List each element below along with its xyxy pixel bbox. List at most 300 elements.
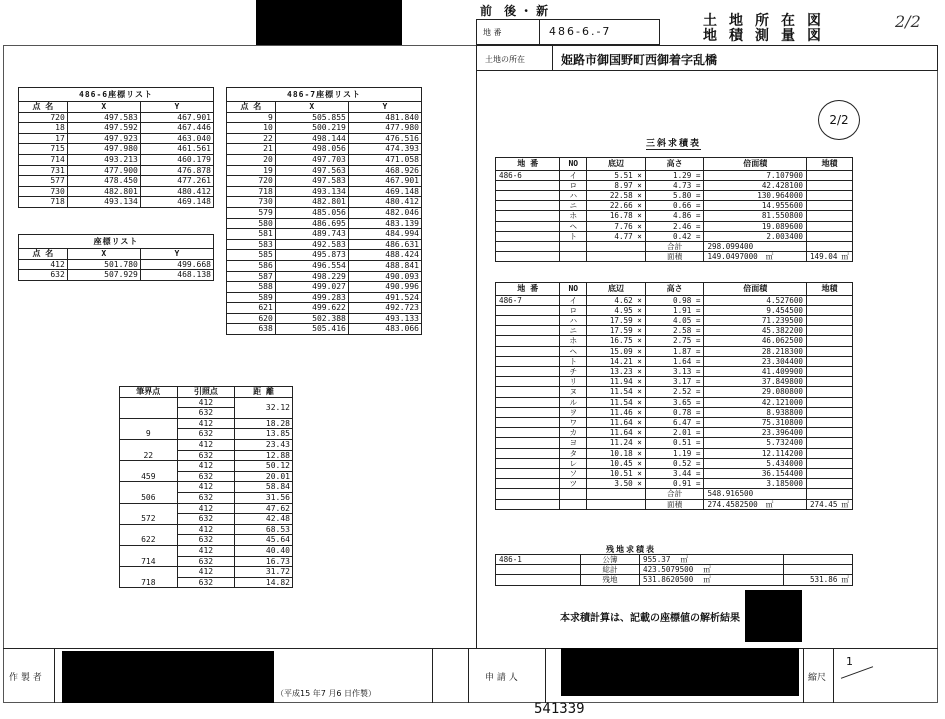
- title-survey-map: 地積測量図: [703, 28, 833, 44]
- height-value: 2.01 =: [645, 428, 704, 438]
- remaining-unit: ㎡: [680, 555, 689, 564]
- height-value: 3.65 =: [645, 397, 704, 407]
- table-row: [19, 165, 214, 176]
- base-value: 17.59 ×: [587, 316, 646, 326]
- point-name: 720: [19, 112, 68, 123]
- height-value: 6.47 =: [645, 418, 704, 428]
- col-height: 高さ: [645, 158, 704, 171]
- table-row: [227, 271, 422, 282]
- footer-divider: [833, 648, 834, 703]
- reference-point: 632: [177, 471, 235, 482]
- lot-label: 地 番: [483, 28, 502, 37]
- double-area-value: 14.955600: [704, 201, 807, 211]
- coord-table-reference: [18, 234, 214, 281]
- land-area-value: [806, 479, 852, 489]
- table-row: [496, 448, 853, 458]
- remaining-final: [784, 575, 853, 585]
- scale-value: 1: [846, 655, 853, 668]
- base-value: 11.46 ×: [587, 407, 646, 417]
- spacer: [560, 242, 587, 252]
- y-value: 484.994: [348, 229, 421, 240]
- handwritten-page: 2/2: [895, 12, 921, 31]
- distance-value: 18.28: [235, 418, 293, 429]
- redacted-block: [561, 648, 799, 696]
- land-area-value: [806, 316, 852, 326]
- land-area-value: [806, 170, 852, 180]
- row-no: ロ: [560, 180, 587, 190]
- reference-point: 412: [177, 482, 235, 493]
- remaining-final: [784, 565, 853, 575]
- table-row: [19, 123, 214, 134]
- table-row: [227, 292, 422, 303]
- table-row: [19, 186, 214, 197]
- reference-point: 412: [177, 418, 235, 429]
- distance-value: 45.64: [235, 535, 293, 546]
- table-row: [496, 565, 853, 575]
- distance-value: 16.73: [235, 556, 293, 567]
- lot-number: [496, 326, 560, 336]
- height-value: 0.98 =: [645, 295, 704, 305]
- base-value: 17.59 ×: [587, 326, 646, 336]
- table-row: [227, 154, 422, 165]
- double-area-value: 29.080800: [704, 387, 807, 397]
- land-area-unit: ㎡: [841, 499, 849, 509]
- col-reference-point: 引照点: [177, 387, 235, 398]
- distance-value: 40.40: [235, 545, 293, 556]
- distance-value: 68.53: [235, 524, 293, 535]
- x-value: 478.450: [67, 176, 140, 187]
- title-location-map: 土地所在図: [703, 13, 833, 29]
- lot-number: [496, 316, 560, 326]
- lot-number: [496, 367, 560, 377]
- total-value: 298.099400: [704, 242, 807, 252]
- table-row: [120, 418, 293, 429]
- base-value: 11.54 ×: [587, 387, 646, 397]
- height-value: 0.52 =: [645, 458, 704, 468]
- distance-value: 58.84: [235, 482, 293, 493]
- table-row: [120, 524, 293, 535]
- point-name: 638: [227, 324, 276, 335]
- boundary-point: [120, 397, 178, 418]
- remaining-value: 423.5079500: [643, 565, 694, 575]
- spacer: [587, 252, 646, 262]
- x-value: 497.583: [275, 176, 348, 187]
- redacted-block: [745, 590, 802, 642]
- row-no: ツ: [560, 479, 587, 489]
- y-value: 492.723: [348, 303, 421, 314]
- land-area-value: [806, 356, 852, 366]
- point-name: 715: [19, 144, 68, 155]
- double-area-value: 130.964000: [704, 191, 807, 201]
- spacer: [806, 242, 852, 252]
- col-point-name: 点 名: [19, 249, 68, 260]
- base-value: 13.23 ×: [587, 367, 646, 377]
- remaining-unit: ㎡: [703, 575, 711, 585]
- location-value: 姫路市御国野町西御着字乱橋: [561, 53, 718, 67]
- boundary-point: 572: [120, 503, 178, 524]
- remaining-final: [784, 555, 853, 565]
- lot-number: [496, 356, 560, 366]
- y-value: 468.926: [348, 165, 421, 176]
- height-value: 3.44 =: [645, 469, 704, 479]
- table-row: [496, 180, 853, 190]
- area-value: 274.4582500: [707, 499, 758, 509]
- col-no: NO: [560, 283, 587, 296]
- lot-number: [496, 242, 560, 252]
- col-x: X: [67, 102, 140, 113]
- base-value: 11.94 ×: [587, 377, 646, 387]
- double-area-value: 12.114200: [704, 448, 807, 458]
- y-value: 481.840: [348, 112, 421, 123]
- double-area-value: 46.062500: [704, 336, 807, 346]
- base-value: 14.21 ×: [587, 356, 646, 366]
- distance-value: 42.48: [235, 514, 293, 525]
- area-row: [496, 252, 853, 262]
- table-row: [227, 303, 422, 314]
- row-no: タ: [560, 448, 587, 458]
- reference-point: 412: [177, 461, 235, 472]
- double-area-value: 37.849800: [704, 377, 807, 387]
- table-caption: 486-6座標リスト: [18, 87, 214, 101]
- y-value: 488.841: [348, 260, 421, 271]
- distance-value: 47.62: [235, 503, 293, 514]
- lot-number: [496, 438, 560, 448]
- x-value: 492.583: [275, 239, 348, 250]
- reference-point: 632: [177, 556, 235, 567]
- maker-label: 作 製 者: [9, 673, 42, 683]
- table-row: [496, 479, 853, 489]
- reference-point: 412: [177, 397, 235, 408]
- y-value: 460.179: [140, 154, 213, 165]
- x-value: 496.554: [275, 260, 348, 271]
- land-area-value: [806, 295, 852, 305]
- row-no: ヘ: [560, 346, 587, 356]
- x-value: 482.801: [275, 197, 348, 208]
- point-name: 586: [227, 260, 276, 271]
- redacted-block: [62, 651, 274, 703]
- y-value: 467.446: [140, 123, 213, 134]
- col-boundary-point: 筆界点: [120, 387, 178, 398]
- lot-number: [496, 377, 560, 387]
- y-value: 477.980: [348, 123, 421, 134]
- total-label: 合計: [645, 242, 704, 252]
- base-value: 22.66 ×: [587, 201, 646, 211]
- x-value: 505.855: [275, 112, 348, 123]
- col-distance: 距 離: [235, 387, 293, 398]
- point-name: 21: [227, 144, 276, 155]
- table-row: [120, 439, 293, 450]
- row-no: ソ: [560, 469, 587, 479]
- creation-date: （平成15 年7 月6 日作製）: [276, 689, 376, 698]
- land-area-value: [806, 211, 852, 221]
- table-row: [496, 407, 853, 417]
- area-unit: ㎡: [765, 499, 774, 509]
- remaining-label: 公簿: [581, 555, 640, 565]
- distance-value: 20.01: [235, 471, 293, 482]
- area-table-486-6: [495, 157, 853, 262]
- x-value: 505.416: [275, 324, 348, 335]
- table-row: [496, 428, 853, 438]
- table-row: [19, 259, 214, 270]
- double-area-value: 28.218300: [704, 346, 807, 356]
- area-value-cell: [704, 499, 807, 509]
- height-value: 0.91 =: [645, 479, 704, 489]
- total-row: [496, 242, 853, 252]
- base-value: 3.50 ×: [587, 479, 646, 489]
- base-value: 8.97 ×: [587, 180, 646, 190]
- row-no: ロ: [560, 305, 587, 315]
- height-value: 1.87 =: [645, 346, 704, 356]
- land-area-final-value: 149.04: [809, 252, 838, 262]
- table-row: [227, 260, 422, 271]
- before-after-label: 前 後・新: [480, 4, 553, 18]
- row-no: ヌ: [560, 387, 587, 397]
- table-row: [496, 211, 853, 221]
- y-value: 476.878: [140, 165, 213, 176]
- x-value: 497.980: [67, 144, 140, 155]
- lot-number: [496, 221, 560, 231]
- base-value: 4.62 ×: [587, 295, 646, 305]
- triangle-area-title: 三斜求積表: [646, 136, 701, 150]
- table-row: [496, 316, 853, 326]
- lot-number: [496, 231, 560, 241]
- table-row: [19, 270, 214, 281]
- land-area-value: [806, 221, 852, 231]
- y-value: 486.631: [348, 239, 421, 250]
- base-value: 15.09 ×: [587, 346, 646, 356]
- row-no: チ: [560, 367, 587, 377]
- base-value: 7.76 ×: [587, 221, 646, 231]
- row-no: ト: [560, 356, 587, 366]
- y-value: 471.058: [348, 154, 421, 165]
- col-point-name: 点 名: [19, 102, 68, 113]
- lot-number: [496, 575, 581, 585]
- base-value: 16.75 ×: [587, 336, 646, 346]
- col-double-area: 倍面積: [704, 158, 807, 171]
- table-row: [496, 397, 853, 407]
- double-area-value: 19.089600: [704, 221, 807, 231]
- table-row: [496, 231, 853, 241]
- x-value: 495.873: [275, 250, 348, 261]
- remaining-value-cell: [640, 565, 784, 575]
- table-row: [496, 191, 853, 201]
- table-row: [496, 438, 853, 448]
- reference-distance-table: [119, 386, 293, 588]
- x-value: 497.583: [67, 112, 140, 123]
- reference-point: 632: [177, 429, 235, 440]
- height-value: 1.29 =: [645, 170, 704, 180]
- row-no: ニ: [560, 201, 587, 211]
- lot-number: [496, 305, 560, 315]
- y-value: 476.516: [348, 133, 421, 144]
- footer-divider: [545, 648, 546, 703]
- base-value: 11.64 ×: [587, 428, 646, 438]
- y-value: 480.412: [140, 186, 213, 197]
- col-base: 底辺: [587, 283, 646, 296]
- land-area-value: [806, 191, 852, 201]
- base-value: 10.45 ×: [587, 458, 646, 468]
- divider: [552, 46, 553, 70]
- table-row: [227, 313, 422, 324]
- x-value: 477.900: [67, 165, 140, 176]
- height-value: 2.46 =: [645, 221, 704, 231]
- double-area-value: 4.527600: [704, 295, 807, 305]
- double-area-value: 71.239500: [704, 316, 807, 326]
- lot-number: 486-6: [496, 170, 560, 180]
- table-row: [227, 133, 422, 144]
- double-area-value: 23.396400: [704, 428, 807, 438]
- col-x: X: [67, 249, 140, 260]
- point-name: 714: [19, 154, 68, 165]
- col-no: NO: [560, 158, 587, 171]
- table-row: [496, 346, 853, 356]
- row-no: ホ: [560, 336, 587, 346]
- lot-box: [476, 19, 660, 45]
- point-name: 730: [19, 186, 68, 197]
- table-row: [496, 377, 853, 387]
- base-value: 4.77 ×: [587, 231, 646, 241]
- double-area-value: 75.310800: [704, 418, 807, 428]
- table-row: [496, 326, 853, 336]
- remaining-area-table: [495, 554, 853, 586]
- col-land-area: 地積: [806, 158, 852, 171]
- table-row: [496, 295, 853, 305]
- distance-value: 13.85: [235, 429, 293, 440]
- base-value: 11.54 ×: [587, 397, 646, 407]
- double-area-value: 2.003400: [704, 231, 807, 241]
- y-value: 469.148: [348, 186, 421, 197]
- x-value: 482.801: [67, 186, 140, 197]
- point-name: 580: [227, 218, 276, 229]
- area-value: 149.0497000: [707, 252, 758, 262]
- area-value-cell: [704, 252, 807, 262]
- reference-point: 632: [177, 492, 235, 503]
- height-value: 4.73 =: [645, 180, 704, 190]
- boundary-point: 459: [120, 461, 178, 482]
- row-no: ヘ: [560, 221, 587, 231]
- lot-number: [496, 201, 560, 211]
- spacer: [587, 489, 646, 499]
- x-value: 502.388: [275, 313, 348, 324]
- base-value: 4.95 ×: [587, 305, 646, 315]
- point-name: 718: [19, 197, 68, 208]
- y-value: 490.996: [348, 282, 421, 293]
- table-row: [496, 201, 853, 211]
- spacer: [587, 242, 646, 252]
- point-name: 620: [227, 313, 276, 324]
- y-value: 467.901: [140, 112, 213, 123]
- point-name: 718: [227, 186, 276, 197]
- boundary-point: 22: [120, 439, 178, 460]
- table-row: [227, 250, 422, 261]
- distance-value: 14.82: [235, 577, 293, 588]
- height-value: 5.80 =: [645, 191, 704, 201]
- height-value: 4.86 =: [645, 211, 704, 221]
- row-no: イ: [560, 295, 587, 305]
- boundary-point: 506: [120, 482, 178, 503]
- row-no: レ: [560, 458, 587, 468]
- point-name: 18: [19, 123, 68, 134]
- table-row: [496, 367, 853, 377]
- land-area-value: [806, 438, 852, 448]
- total-label: 合計: [645, 489, 704, 499]
- remaining-unit: ㎡: [703, 565, 711, 575]
- height-value: 3.13 =: [645, 367, 704, 377]
- row-no: ヲ: [560, 407, 587, 417]
- table-row: [496, 575, 853, 585]
- y-value: 499.668: [140, 259, 213, 270]
- total-row: [496, 489, 853, 499]
- x-value: 498.229: [275, 271, 348, 282]
- table-row: [496, 305, 853, 315]
- y-value: 488.424: [348, 250, 421, 261]
- spacer: [587, 499, 646, 509]
- y-value: 483.139: [348, 218, 421, 229]
- table-row: [496, 387, 853, 397]
- point-name: 583: [227, 239, 276, 250]
- table-row: [120, 397, 293, 408]
- table-row: [120, 545, 293, 556]
- table-row: [19, 133, 214, 144]
- point-name: 19: [227, 165, 276, 176]
- base-value: 11.64 ×: [587, 418, 646, 428]
- y-value: 477.261: [140, 176, 213, 187]
- footer-divider: [54, 648, 55, 703]
- land-area-final-value: 274.45: [809, 499, 838, 509]
- total-value: 548.916500: [704, 489, 807, 499]
- lot-number: [496, 418, 560, 428]
- lot-number: [496, 479, 560, 489]
- reference-point: 632: [177, 535, 235, 546]
- spacer: [560, 252, 587, 262]
- land-area-final: [806, 499, 852, 509]
- double-area-value: 9.454500: [704, 305, 807, 315]
- distance-value: 31.72: [235, 567, 293, 578]
- double-area-value: 8.938800: [704, 407, 807, 417]
- y-value: 493.133: [348, 313, 421, 324]
- land-area-value: [806, 428, 852, 438]
- remaining-label: 総計: [581, 565, 640, 575]
- table-row: [120, 482, 293, 493]
- document-number: 541339: [534, 701, 585, 717]
- table-row: [227, 239, 422, 250]
- table-row: [227, 218, 422, 229]
- height-value: 2.75 =: [645, 336, 704, 346]
- land-area-value: [806, 367, 852, 377]
- point-name: 731: [19, 165, 68, 176]
- reference-point: 632: [177, 408, 235, 419]
- area-label: 面積: [645, 499, 704, 509]
- x-value: 489.743: [275, 229, 348, 240]
- distance-value: 12.88: [235, 450, 293, 461]
- x-value: 500.219: [275, 123, 348, 134]
- point-name: 10: [227, 123, 276, 134]
- table-row: [227, 186, 422, 197]
- land-area-value: [806, 448, 852, 458]
- height-value: 0.42 =: [645, 231, 704, 241]
- lot-number: [496, 407, 560, 417]
- area-unit: ㎡: [765, 252, 774, 262]
- row-no: ニ: [560, 326, 587, 336]
- lot-number: [496, 565, 581, 575]
- reference-point: 412: [177, 545, 235, 556]
- land-area-value: [806, 305, 852, 315]
- footer-divider: [803, 648, 804, 703]
- row-no: ホ: [560, 211, 587, 221]
- lot-number: [496, 397, 560, 407]
- remaining-label: 残地: [581, 575, 640, 585]
- remaining-final-unit: ㎡: [841, 575, 849, 585]
